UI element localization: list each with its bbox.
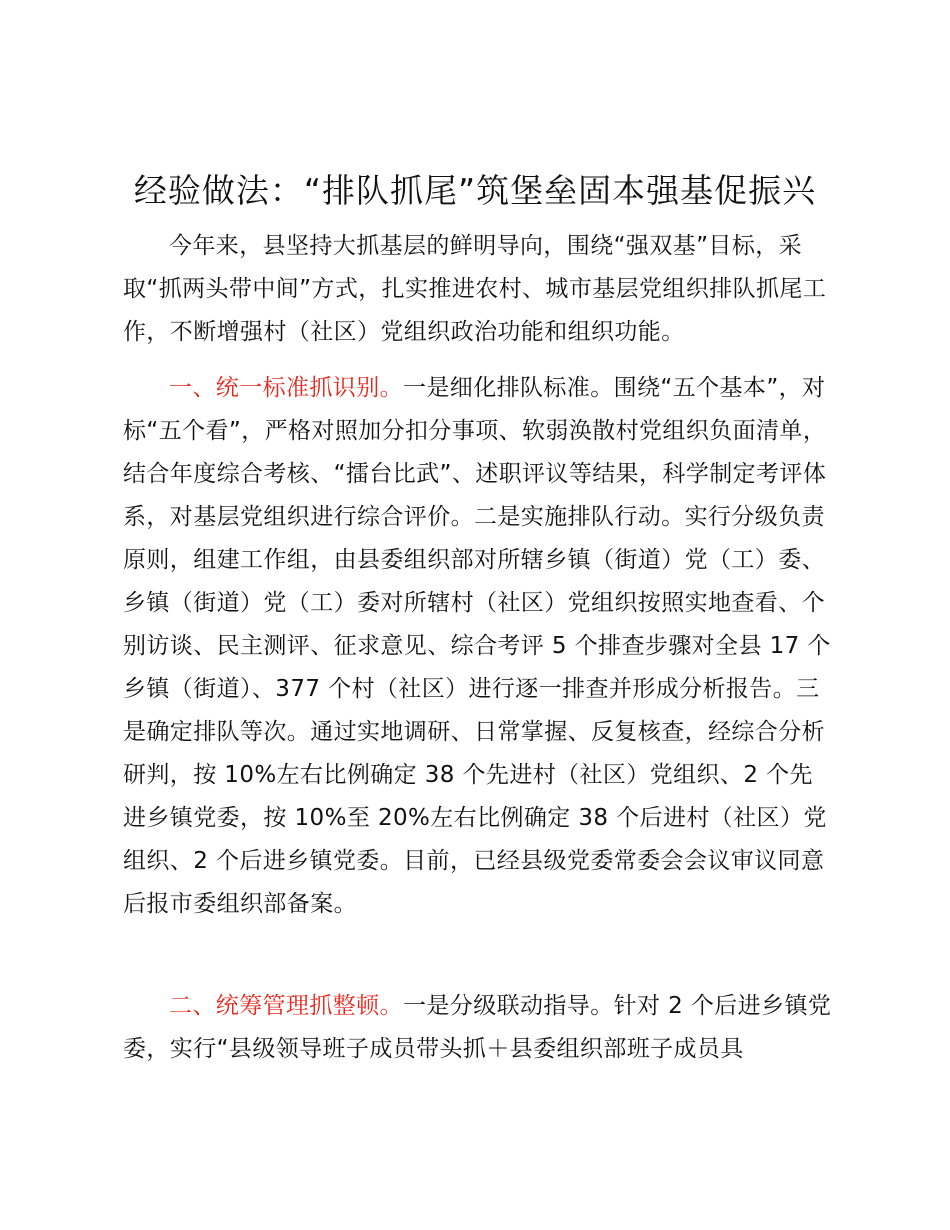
- paragraph-intro-body: 今年来，县坚持大抓基层的鲜明导向，围绕“强双基”目标，采取“抓两头带中间”方式，扎实推进农村、城市基层党组织排队抓尾工作，不断增强村（社区）党组织政治功能和组织功能。: [123, 233, 827, 345]
- paragraph-section-2: [123, 985, 835, 1071]
- paragraph-section-1: [123, 367, 835, 926]
- document-title: 经验做法：“排队抓尾”筑堡垒固本强基促振兴: [133, 171, 817, 210]
- section-2-heading: 二、统筹管理抓整顿。: [169, 993, 403, 1019]
- section-2-body: 一是分级联动指导。针对 2 个后进乡镇党委，实行“县级领导班子成员带头抓＋县委组织部班子成员具: [123, 993, 832, 1062]
- section-1-body: 一是细化排队标准。围绕“五个基本”，对标“五个看”，严格对照加分扣分事项、软弱涣散村党组织负面清单，结合年度综合考核、“擂台比武”、述职评议等结果，科学制定考评体系，对基层党组织进行综合评价。二是实施排队行动。实行分级负责原则，组建工作组，由县委组织部对所辖乡镇（街道）党（工）委、乡镇（街道）党（工）委对所辖村（社区）党组织按照实地查看、个别访谈、民主测评、征求意见、综合考评 5 个排查步骤对全县 17 个乡镇（街道）、377 个村（社区）进行逐一排查并形成分析报告。三是确定排队等次。通过实地调研、日常掌握、反复核查，经综合分析研判，按 10%左右比例确定 38 个先进村（社区）党组织、2 个先进乡镇党委，按 10%至 20%左右比例确定 38 个后进村（社区）党组织、2 个后进乡镇党委。目前，已经县级党委常委会会议审议同意后报市委组织部备案。: [123, 375, 831, 917]
- section-1-heading: 一、统一标准抓识别。: [169, 375, 403, 401]
- paragraph-intro: [123, 225, 835, 354]
